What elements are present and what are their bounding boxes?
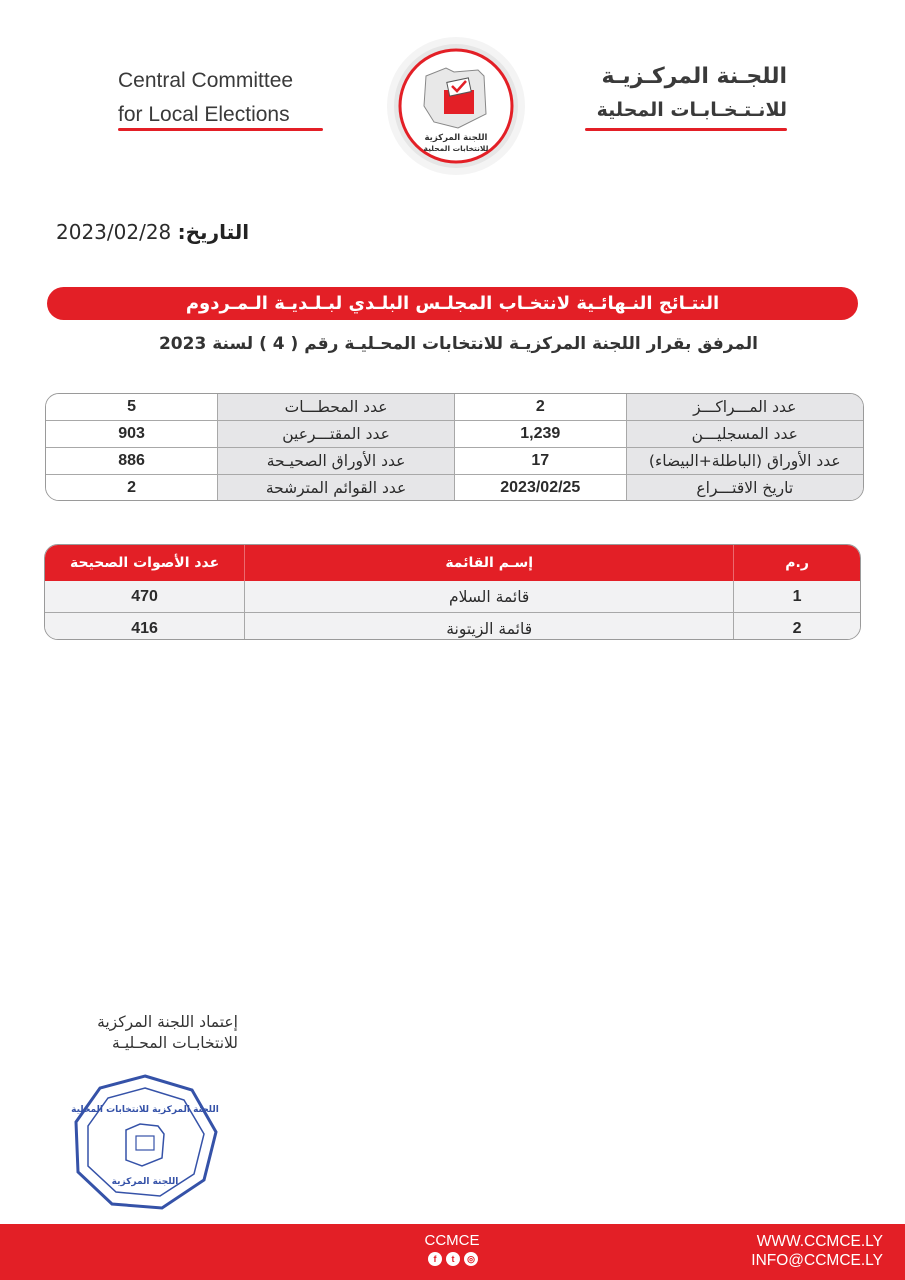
english-title-underline xyxy=(118,128,323,131)
english-title-line2: for Local Elections xyxy=(118,103,290,126)
list-name: قائمة الزيتونة xyxy=(245,613,734,641)
arabic-title-line1: اللجـنة المركـزيـة xyxy=(601,64,787,89)
row-number: 2 xyxy=(734,613,860,641)
stamp-outer-text: اللجنة المركزية للانتخابات المحلية xyxy=(71,1105,219,1115)
social-icons xyxy=(423,1252,483,1268)
date-value: 2023/02/28 xyxy=(56,220,172,244)
stats-row xyxy=(46,475,863,502)
stat-label: تاريخ الاقتـــراع xyxy=(626,475,863,502)
stat-value: 1,239 xyxy=(455,421,627,448)
stats-row xyxy=(46,448,863,475)
facebook-icon[interactable]: f xyxy=(428,1252,442,1266)
committee-logo xyxy=(386,36,526,176)
election-stats-table xyxy=(45,393,864,501)
stat-label: عدد المـــراكـــز xyxy=(626,394,863,421)
approval-note xyxy=(68,1012,238,1054)
valid-votes: 470 xyxy=(45,581,245,613)
stat-value: 17 xyxy=(455,448,627,475)
approval-line2: للانتخابـات المحـليـة xyxy=(112,1034,238,1052)
logo-text-line1: اللجنة المركزية xyxy=(424,133,488,143)
stat-label: عدد المقتـــرعين xyxy=(218,421,455,448)
document-date xyxy=(56,220,256,244)
stat-value: 903 xyxy=(46,421,218,448)
email-link[interactable]: INFO@CCMCE.LY xyxy=(751,1252,883,1269)
arabic-title-line2: للانـتـخـابـات المحلية xyxy=(596,99,787,121)
stat-label: عدد الأوراق (الباطلة+البيضاء) xyxy=(626,448,863,475)
table-row xyxy=(45,581,860,613)
twitter-icon[interactable]: t xyxy=(446,1252,460,1266)
stamp-inner-text: اللجنة المركزية xyxy=(111,1177,179,1187)
header-valid-votes: عدد الأصوات الصحيحة xyxy=(45,545,245,581)
stat-label: عدد القوائم المترشحة xyxy=(218,475,455,502)
results-banner: النتـائج النـهائـية لانتخـاب المجلـس البلـدي لبـلـديـة الـمـردوم xyxy=(47,287,858,320)
date-label: التاريخ: xyxy=(177,220,250,244)
footer-brand: CCMCE xyxy=(424,1232,480,1249)
row-number: 1 xyxy=(734,581,860,613)
official-stamp xyxy=(70,1072,220,1212)
stat-label: عدد الأوراق الصحيـحة xyxy=(218,448,455,475)
approval-line1: إعتماد اللجنة المركزية xyxy=(97,1013,238,1031)
list-results-table xyxy=(44,544,861,640)
english-committee-title xyxy=(118,64,328,132)
logo-text-line2: للانتخابات المحلية xyxy=(423,144,489,153)
instagram-icon[interactable]: ◎ xyxy=(464,1252,478,1266)
stat-value: 886 xyxy=(46,448,218,475)
table-row xyxy=(45,613,860,641)
website-link[interactable]: WWW.CCMCE.LY xyxy=(756,1233,883,1250)
results-header-row xyxy=(45,545,860,581)
list-name: قائمة السلام xyxy=(245,581,734,613)
arabic-committee-title xyxy=(557,60,787,126)
header-row-number: ر.م xyxy=(734,545,860,581)
header-list-name: إسـم القائمة xyxy=(245,545,734,581)
stat-value: 2 xyxy=(455,394,627,421)
stats-row xyxy=(46,394,863,421)
arabic-title-underline xyxy=(585,128,787,131)
stat-value: 2 xyxy=(46,475,218,502)
valid-votes: 416 xyxy=(45,613,245,641)
stat-label: عدد المسجليـــن xyxy=(626,421,863,448)
stats-row xyxy=(46,421,863,448)
stat-value: 5 xyxy=(46,394,218,421)
decision-subtitle: المرفق بقرار اللجنة المركزيـة للانتخابات المحـليـة رقم ( 4 ) لسنة 2023 xyxy=(158,334,758,354)
footer-contact xyxy=(683,1232,883,1270)
english-title-line1: Central Committee xyxy=(118,69,294,92)
stat-label: عدد المحطـــات xyxy=(218,394,455,421)
stat-value: 2023/02/25 xyxy=(455,475,627,502)
